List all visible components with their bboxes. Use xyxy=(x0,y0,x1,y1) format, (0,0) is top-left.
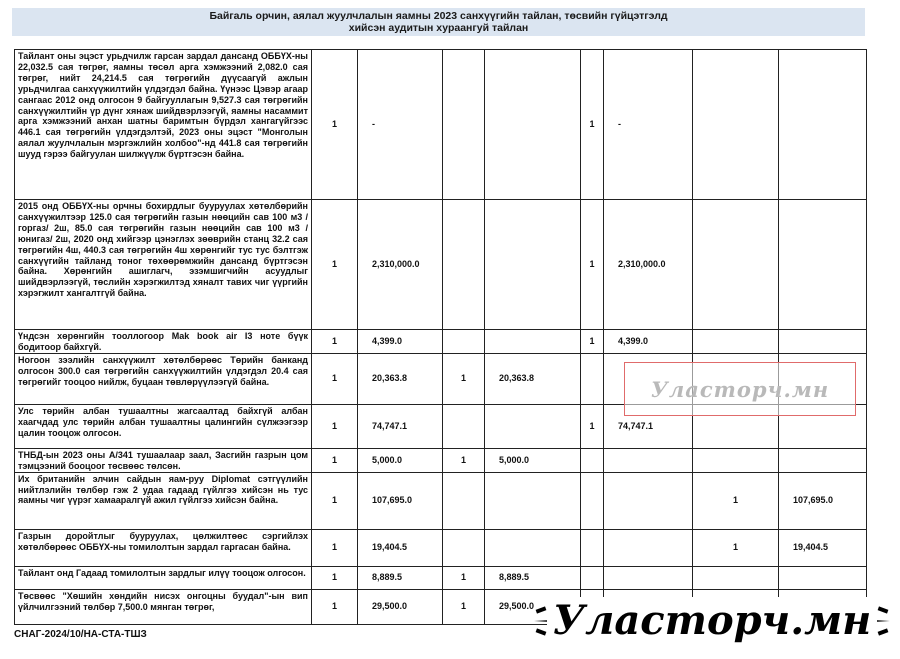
report-title-line1: Байгаль орчин, аялал жуулчлалын яамны 2023 санхүүгийн тайлан, төсвийн гүйцэтгэлд xyxy=(209,10,668,22)
audit-findings-table xyxy=(14,49,867,625)
finding-text: Төсвөөс "Хөшийн хөндийн нисэх онгоцны буудал"-ын вип үйлчилгээний төлбөр 7,500.0 мянган төгрөг, xyxy=(15,589,312,624)
amount-col2: 29,500.0 xyxy=(485,589,581,624)
amount-col4 xyxy=(779,50,867,200)
count-col3: 1 xyxy=(581,404,604,448)
count-col4 xyxy=(693,566,779,589)
finding-text: Тайлант оны эцэст урьдчилж гарсан зардал дансанд ОББҮХ-ны 22,032.5 сая төгрөг, яамны төсөл арга хэмжээний 2,082.0 сая төгрөг, нийт 24,214.5 сая төгрөгийн дүүсаагүй ажлын урьдчилгаа санхүүжилтийн үлдэгдэл байна. Үүнээс Цэвэр агаар сангаас 2012 онд олгосон 9 байгууллагын 9,527.3 сая төгрөгийн санхүүжилтийн үр дүнг хянаж шийдвэрлээгүй, яамны насаммит арга хэмжээний анхан шатны баримтын бүрдэл хангагүйгээс 446.1 сая төгрөгийн үлдэгдэлтэй, 2023 оны эцэст "Монголын аялал жуулчлалын мэргэжлийн холбоо"-нд 441.8 сая төгрөгийн шууд гэрээ байгуулан шилжүүлж бүртгэсэн байна. xyxy=(15,50,312,200)
count-col2 xyxy=(443,50,485,200)
count-total: 1 xyxy=(312,404,358,448)
table-row xyxy=(15,529,867,566)
finding-text: Улс төрийн албан тушаалтны жагсаалтад байхгүй албан хаагчдад улс төрийн албан тушаалтны цалингийн сүлжээгээр цалин тооцож олгосон. xyxy=(15,404,312,448)
amount-total: 4,399.0 xyxy=(358,330,443,354)
amount-col2: 20,363.8 xyxy=(485,353,581,404)
count-col2 xyxy=(443,529,485,566)
finding-text: ТНБД-ын 2023 оны А/341 тушаалаар заал, Засгийн газрын цом тэмцээний бооцоог төсвөөс төлсөн. xyxy=(15,448,312,472)
count-col3 xyxy=(581,448,604,472)
count-col4 xyxy=(693,50,779,200)
count-col4: 1 xyxy=(693,472,779,529)
amount-col4 xyxy=(779,566,867,589)
amount-col4 xyxy=(779,448,867,472)
amount-col4: 107,695.0 xyxy=(779,472,867,529)
amount-total: 5,000.0 xyxy=(358,448,443,472)
document-code: СНАГ-2024/10/НА-СТА-ТШЗ xyxy=(14,629,147,640)
amount-col3 xyxy=(604,472,693,529)
count-col2: 1 xyxy=(443,353,485,404)
count-col2 xyxy=(443,200,485,330)
table-row xyxy=(15,50,867,200)
amount-col3: - xyxy=(604,50,693,200)
count-col2 xyxy=(443,330,485,354)
finding-text: Их британийн элчин сайдын яам-руу Diplomat сэтгүүлийн нийтлэлийн төлбөр гэж 2 удаа гадаад гүйлгээ хийсэн нь тус яамны чиг үүрэг хамааралгүй ажил гүйлгээ хийсэн байна. xyxy=(15,472,312,529)
table-row xyxy=(15,472,867,529)
amount-col4: 19,404.5 xyxy=(779,529,867,566)
finding-text: Ногоон зээлийн санхүүжилт хөтөлбөрөөс Төрийн банканд олгосон 300.0 сая төгрөгийн санхүүжилтийн үлдэгдэл 20.4 сая төгрөгийг тооцоо нийлж, буцаан төвлөрүүлээгүй байна. xyxy=(15,353,312,404)
count-col2 xyxy=(443,472,485,529)
count-total: 1 xyxy=(312,472,358,529)
amount-col2 xyxy=(485,200,581,330)
count-col3 xyxy=(581,353,604,404)
report-title-line2: хийсэн аудитын хураангуй тайлан xyxy=(348,22,529,34)
count-col4 xyxy=(693,448,779,472)
amount-total: 8,889.5 xyxy=(358,566,443,589)
count-total: 1 xyxy=(312,589,358,624)
count-col2: 1 xyxy=(443,448,485,472)
amount-total: 2,310,000.0 xyxy=(358,200,443,330)
amount-col2 xyxy=(485,472,581,529)
amount-col3: 2,310,000.0 xyxy=(604,200,693,330)
count-col3 xyxy=(581,566,604,589)
count-col2 xyxy=(443,404,485,448)
amount-total: 74,747.1 xyxy=(358,404,443,448)
finding-text: Тайлант онд Гадаад томилолтын зардлыг илүү тооцож олгосон. xyxy=(15,566,312,589)
count-total: 1 xyxy=(312,353,358,404)
amount-total: - xyxy=(358,50,443,200)
amount-col3: 74,747.1 xyxy=(604,404,693,448)
finding-text: 2015 онд ОББҮХ-ны орчны бохирдлыг бууруулах хөтөлбөрийн санхүүжилтээр 125.0 сая төгрөгийн газын нөөцийн сав 100 м3 /горгаз/ 2ш, 85.0 сая төгрөгийн газын нөөцийн сав 100 м3 /юнигаз/ 2ш, 2020 онд хийгээр цэнэглэх зөөврийн станц 32.2 сая төгрөгийн 4ш, 440.3 сая төгрөгийн 4ш хөрөнгийг тус тус бэлтгэж санхүүгийн тайланд тоног төхөөрөмжийн дансанд бүртгэсэн байна. Хөрөнгийн ашиглагч, эзэмшигчийн асуудлыг шийдвэрлээгүй, төслийн хэрэгжилтэд хяналт тавих чиг үүргийн хэрэгжилт хангалтгүй байна. xyxy=(15,200,312,330)
watermark-logo-text: Уласторч.мн xyxy=(547,597,878,645)
amount-col3: 4,399.0 xyxy=(604,330,693,354)
count-col3: 1 xyxy=(581,200,604,330)
table-row xyxy=(15,200,867,330)
amount-total: 20,363.8 xyxy=(358,353,443,404)
amount-total: 29,500.0 xyxy=(358,589,443,624)
count-col2: 1 xyxy=(443,566,485,589)
finding-text: Газрын доройтлыг бууруулах, цөлжилтөөс сэргийлэх хөтөлбөрөөс ОББҮХ-ны томилолтын зардал гаргасан байна. xyxy=(15,529,312,566)
count-col4 xyxy=(693,200,779,330)
count-total: 1 xyxy=(312,200,358,330)
table-row xyxy=(15,566,867,589)
finding-text: Үндсэн хөрөнгийн тооллогоор Mak book air I3 ноте бүүк бодитоор байхгүй. xyxy=(15,330,312,354)
count-total: 1 xyxy=(312,50,358,200)
amount-col2 xyxy=(485,529,581,566)
count-col3 xyxy=(581,529,604,566)
amount-col2: 8,889.5 xyxy=(485,566,581,589)
table-row xyxy=(15,330,867,354)
amount-col2: 5,000.0 xyxy=(485,448,581,472)
count-col4 xyxy=(693,330,779,354)
count-col3: 1 xyxy=(581,330,604,354)
count-total: 1 xyxy=(312,330,358,354)
amount-col3 xyxy=(604,448,693,472)
count-col3 xyxy=(581,472,604,529)
count-total: 1 xyxy=(312,448,358,472)
watermark-logo xyxy=(532,590,892,652)
report-title xyxy=(12,8,865,36)
count-col3: 1 xyxy=(581,50,604,200)
amount-col2 xyxy=(485,50,581,200)
amount-total: 107,695.0 xyxy=(358,472,443,529)
amount-total: 19,404.5 xyxy=(358,529,443,566)
amount-col4 xyxy=(779,200,867,330)
count-col2: 1 xyxy=(443,589,485,624)
amount-col2 xyxy=(485,330,581,354)
count-total: 1 xyxy=(312,566,358,589)
table-row xyxy=(15,448,867,472)
count-col4: 1 xyxy=(693,529,779,566)
amount-col3 xyxy=(604,566,693,589)
count-total: 1 xyxy=(312,529,358,566)
amount-col2 xyxy=(485,404,581,448)
watermark-box-text: Уласторч.мн xyxy=(650,376,830,402)
amount-col3 xyxy=(604,529,693,566)
amount-col4 xyxy=(779,330,867,354)
watermark-box xyxy=(624,362,856,416)
